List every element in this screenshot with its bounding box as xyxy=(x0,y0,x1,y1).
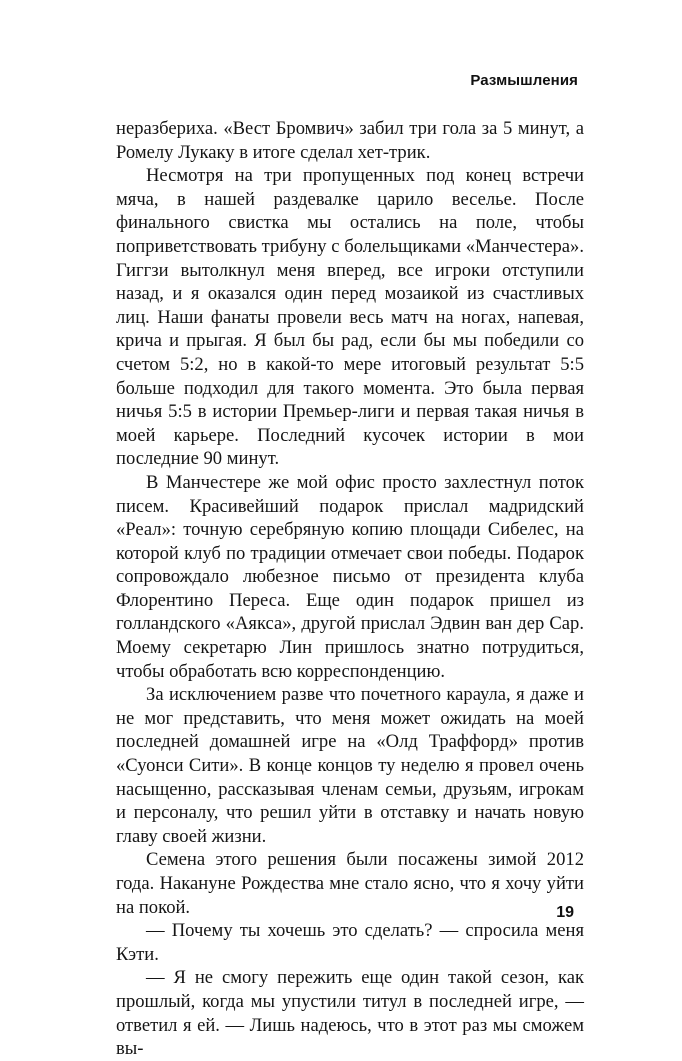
paragraph: В Манчестере же мой офис просто захлестнул поток писем. Красивейший подарок прислал мадридский «Реал»: точную серебряную копию площади Сибелес, на которой клуб по традиции отмечает свои победы. Подарок сопровождало любезное письмо от президента клуба Флорентино Переса. Еще один подарок пришел из голландского «Аякса», другой прислал Эдвин ван дер Сар. Моему секретарю Лин пришлось знатно потрудиться, чтобы обработать всю корреспонденцию. xyxy=(116,471,584,682)
paragraph: Несмотря на три пропущенных под конец встречи мяча, в нашей раздевалке царило веселье. После финального свистка мы остались на поле, чтобы поприветствовать трибуну с болельщиками «Манчестера». Гиггзи вытолкнул меня вперед, все игроки отступили назад, и я оказался один перед мозаикой из счастливых лиц. Наши фанаты провели весь матч на ногах, напевая, крича и прыгая. Я был бы рад, если бы мы победили со счетом 5:2, но в какой-то мере итоговый результат 5:5 больше подходил для такого момента. Это была первая ничья 5:5 в истории Премьер-лиги и первая такая ничья в моей карьере. Последний кусочек истории в мои последние 90 минут. xyxy=(116,165,584,470)
body-text xyxy=(116,117,584,1061)
page-number: 19 xyxy=(556,904,574,921)
dialogue-line: — Я не смогу пережить еще один такой сезон, как прошлый, когда мы упустили титул в последней игре, — ответил я ей. — Лишь надеюсь, что в этот раз мы сможем вы- xyxy=(116,967,584,1060)
paragraph: За исключением разве что почетного караула, я даже и не мог представить, что меня может ожидать на моей последней домашней игре на «Олд Траффорд» против «Суонси Сити». В конце концов ту неделю я провел очень насыщенно, рассказывая членам семьи, друзьям, игрокам и персоналу, что решил уйти в отставку и начать новую главу своей жизни. xyxy=(116,684,584,847)
running-head: Размышления xyxy=(470,72,578,89)
paragraph-continued: неразбериха. «Вест Бромвич» забил три гола за 5 минут, а Ромелу Лукаку в итоге сделал хет-трик. xyxy=(116,118,584,163)
paragraph: Семена этого решения были посажены зимой 2012 года. Накануне Рождества мне стало ясно, что я хочу уйти на покой. xyxy=(116,849,584,918)
dialogue-line: — Почему ты хочешь это сделать? — спросила меня Кэти. xyxy=(116,920,584,965)
